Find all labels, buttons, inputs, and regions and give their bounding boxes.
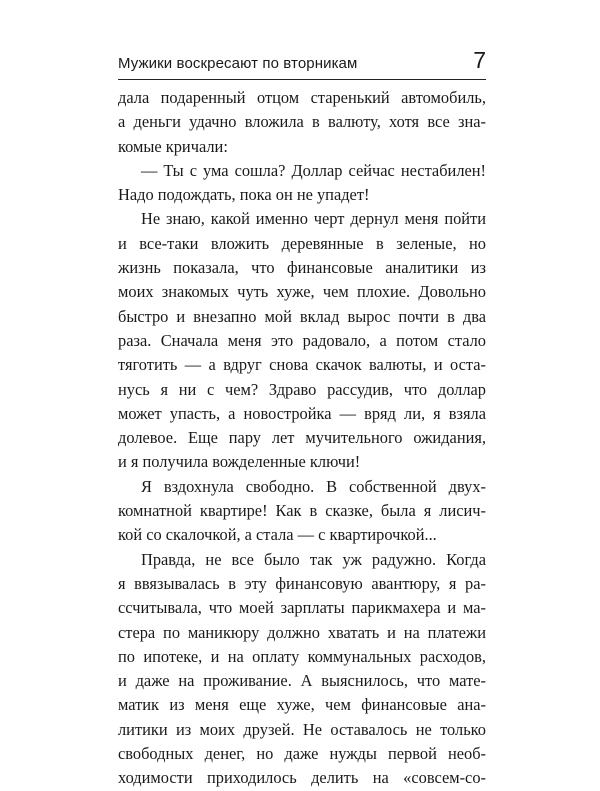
text-line: Надо подождать, пока он не упадет!	[118, 185, 370, 205]
running-title: Мужики воскресают по вторникам	[118, 55, 358, 72]
text-line: жизнь показала, что финансовые аналитики из	[118, 258, 486, 278]
text-line: литики из моих друзей. Не оставалось не только	[118, 719, 486, 739]
text-line: комые кричали:	[118, 136, 228, 156]
text-line: матик из меня еще хуже, чем финансовые ана-	[118, 695, 486, 715]
text-line: свободных денег, но даже нужды первой необ-	[118, 744, 486, 764]
text-line: ходимости приходилось делить на «совсем-со-	[118, 768, 486, 788]
text-line: по ипотеке, и на оплату коммунальных расходов,	[118, 646, 486, 666]
text-line: стера по маникюру должно хватать и на платежи	[118, 622, 486, 642]
body-text	[118, 86, 486, 791]
text-line: кой со скалочкой, а стала — с квартирочкой...	[118, 525, 437, 545]
text-line: комнатной квартире! Как в сказке, была я лисич-	[118, 501, 486, 521]
text-line: и все-таки вложить деревянные в зеленые, но	[118, 233, 486, 253]
text-line: — Ты с ума сошла? Доллар сейчас нестабилен!	[141, 160, 486, 180]
text-line: ссчитывала, что моей зарплаты парикмахера и ма-	[118, 598, 486, 618]
text-line: моих знакомых чуть хуже, чем плохие. Довольно	[118, 282, 486, 302]
text-line: и даже на проживание. А выяснилось, что мате-	[118, 671, 486, 691]
text-line: долевое. Еще пару лет мучительного ожидания,	[118, 428, 486, 448]
text-line: а деньги удачно вложила в валюту, хотя все зна-	[118, 112, 486, 132]
header-rule	[118, 79, 486, 80]
text-line: быстро и внезапно мой вклад вырос почти в два	[118, 306, 486, 326]
text-line: Правда, не все было так уж радужно. Когда	[141, 549, 486, 569]
text-line: нусь я ни с чем? Здраво рассудив, что доллар	[118, 379, 486, 399]
page-number: 7	[473, 47, 486, 73]
page-header	[118, 46, 486, 80]
text-line: раза. Сначала меня это радовало, а потом стало	[118, 330, 486, 350]
text-line: тяготить — а вдруг снова скачок валюты, и оста-	[118, 355, 486, 375]
text-line: я ввязывалась в эту финансовую авантюру, я ра-	[118, 573, 486, 593]
text-line: Не знаю, какой именно черт дернул меня пойти	[141, 209, 486, 229]
text-line: может упасть, а новостройка — вряд ли, я взяла	[118, 403, 486, 423]
text-line: Я вздохнула свободно. В собственной двух-	[141, 476, 486, 496]
text-line: дала подаренный отцом старенький автомобиль,	[118, 88, 486, 107]
text-line: и я получила вожделенные ключи!	[118, 452, 361, 472]
